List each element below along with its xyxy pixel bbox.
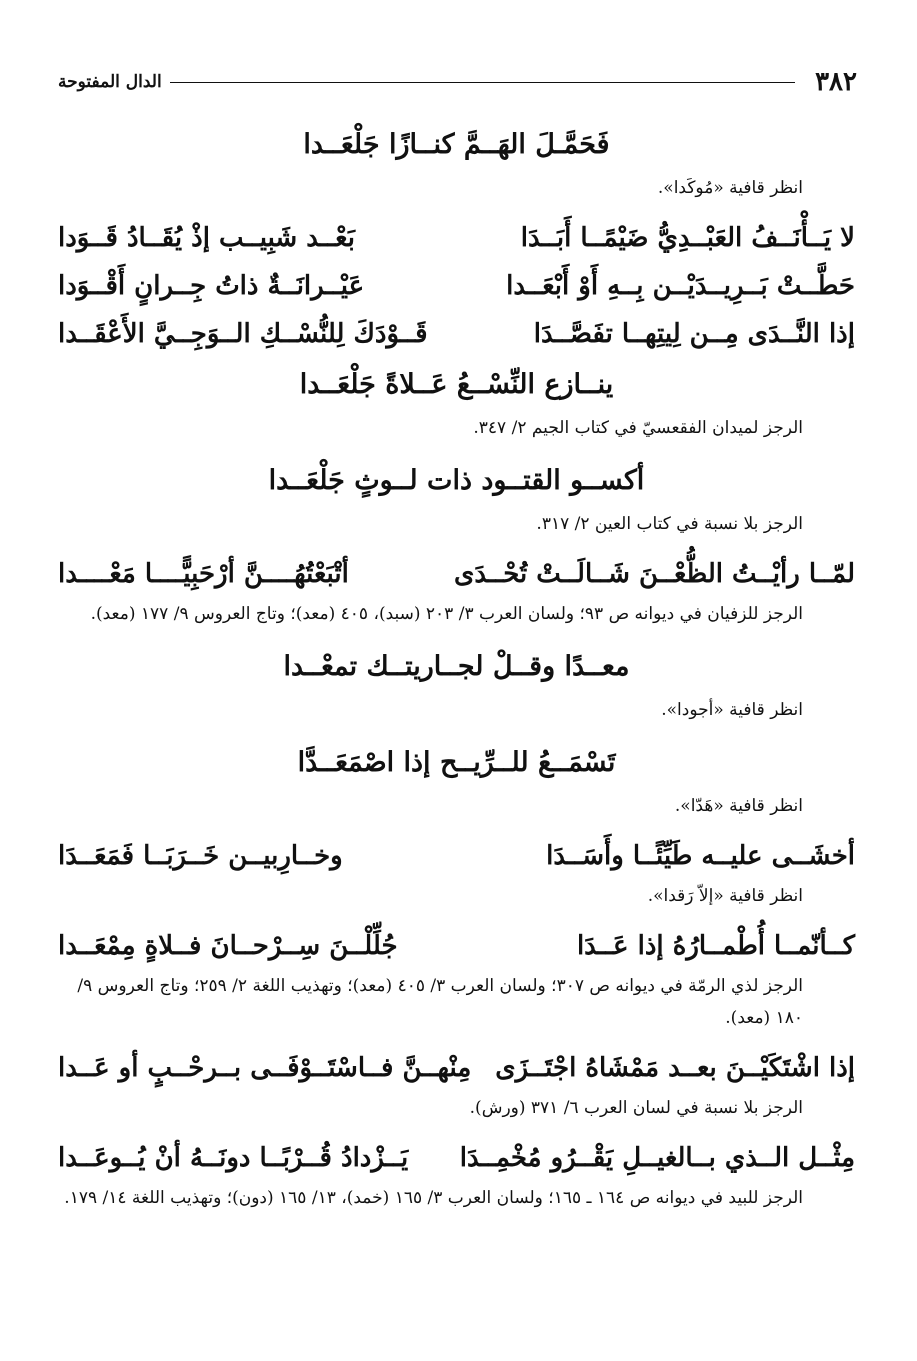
first-hemistich: إذا النَّــدَى مِــن لِيتِهــا تفَصَّــدَا bbox=[533, 319, 855, 349]
spacer bbox=[58, 1214, 855, 1224]
second-hemistich: مِنْهــنَّ فــاسْتَــوْفَــى بــرحْــبٍ أو عَــدا bbox=[58, 1053, 472, 1083]
first-hemistich: كــأنّمــا أُطْمــارُهُ إذا عَــدَا bbox=[576, 931, 855, 961]
first-hemistich: حَطَّــتْ بَــرِيــدَيْــن بِــهِ أَوْ أَبْعَــدا bbox=[506, 271, 855, 301]
spacer bbox=[58, 540, 855, 550]
spacer bbox=[58, 204, 855, 214]
spacer bbox=[58, 726, 855, 736]
first-hemistich: أخشَــى عليــه طَيِّئًــا وأَسَــدَا bbox=[546, 841, 855, 871]
source-note: الرجز لميدان الفقعسيّ في كتاب الجيم ٢/ ٣٤٧. bbox=[473, 418, 803, 438]
centered-verse: تَسْمَــعُ للــرِّيــح إذا اصْمَعَــدَّا bbox=[297, 747, 616, 778]
centered-verse: معــدًا وقــلْ لجــاريتــك تمعْــدا bbox=[283, 651, 630, 682]
verse-couplet bbox=[58, 922, 855, 970]
source-note: الرجز لذي الرمّة في ديوانه ص ٣٠٧؛ ولسان العرب ٣/ ٤٠٥ (معد)؛ وتهذيب اللغة ٢/ ٢٥٩؛ وتاج العروس ٩/ ١٨٠ (معد). bbox=[77, 976, 803, 1028]
first-hemistich: مِثْــل الــذي بــالغيــلِ يَقْــرُو مُخْمِــدَا bbox=[459, 1143, 855, 1173]
spacer bbox=[58, 1124, 855, 1134]
verse-couplet bbox=[58, 1134, 855, 1182]
verse-couplet bbox=[58, 262, 855, 310]
centered-verse: أكســو القتــود ذات لــوثٍ جَلْعَــدا bbox=[268, 465, 645, 496]
source-note: الرجز للزفيان في ديوانه ص ٩٣؛ ولسان العرب ٣/ ٢٠٣ (سبد)، ٤٠٥ (معد)؛ وتاج العروس ٩/ ١٧٧ (معد). bbox=[90, 604, 803, 624]
spacer bbox=[58, 630, 855, 640]
spacer bbox=[58, 822, 855, 832]
second-hemistich: يَــزْدادُ قُــرْبًــا دونَــهُ أنْ يُــوعَــدا bbox=[58, 1143, 409, 1173]
source-note: الرجز بلا نسبة في لسان العرب ٦/ ٣٧١ (ورش). bbox=[469, 1098, 803, 1118]
verse-couplet bbox=[58, 310, 855, 358]
first-hemistich: إذا اشْتَكَيْــنَ بعــد مَمْشَاهُ اجْتَــزَى bbox=[495, 1053, 855, 1083]
second-hemistich: أتْبَعْتُهُــــنَّ أرْحَبِيًّــــا مَعْــــدا bbox=[58, 559, 349, 589]
source-note: انظر قافية «أجودا». bbox=[661, 700, 803, 720]
verse-couplet bbox=[58, 214, 855, 262]
source-note: انظر قافية «إلاّ رَقدا». bbox=[647, 886, 803, 906]
page-header bbox=[58, 62, 857, 102]
page-number: ٣٨٢ bbox=[815, 67, 857, 97]
source-note: الرجز للبيد في ديوانه ص ١٦٤ ـ ١٦٥؛ ولسان العرب ٣/ ١٦٥ (خمد)، ١٣/ ١٦٥ (دون)؛ وتهذيب اللغة ١٤/ ١٧٩. bbox=[64, 1188, 803, 1208]
source-note: انظر قافية «مُوكَدا». bbox=[657, 178, 803, 198]
second-hemistich: عَيْــرانَــةٌ ذاتُ جِــرانٍ أَقْــوَدا bbox=[58, 271, 365, 301]
spacer bbox=[58, 912, 855, 922]
verse-couplet bbox=[58, 1044, 855, 1092]
second-hemistich: بَعْــد شَبِيــب إذْ يُقَــادُ قَــوَدا bbox=[58, 223, 355, 253]
running-title: الدال المفتوحة bbox=[58, 72, 162, 92]
first-hemistich: لمّــا رأيْــتُ الظُّعْــنَ شَــالَــتْ تُحْــدَى bbox=[453, 559, 855, 589]
second-hemistich: جُلِّلْــنَ سِــرْحــانَ فــلاةٍ مِمْعَــدا bbox=[58, 931, 398, 961]
spacer bbox=[58, 1034, 855, 1044]
spacer bbox=[58, 444, 855, 454]
first-hemistich: لا يَــأْنَــفُ العَبْــدِيُّ ضَيْمًــا أَبَــدَا bbox=[520, 223, 855, 253]
page-body bbox=[58, 118, 855, 1224]
second-hemistich: وخــارِبيــن خَــرَبَــا فَمَعَــدَا bbox=[58, 841, 343, 871]
source-note: الرجز بلا نسبة في كتاب العين ٢/ ٣١٧. bbox=[536, 514, 803, 534]
second-hemistich: قَــوْدَكَ لِلنُّسْــكِ الــوَجِــيَّ الأَعْقَــدا bbox=[58, 319, 428, 349]
centered-verse: فَحَمَّـلَ الهَــمَّ كنــازًا جَلْعَــدا bbox=[303, 129, 610, 160]
source-note: انظر قافية «هَدّا». bbox=[674, 796, 803, 816]
verse-couplet bbox=[58, 832, 855, 880]
centered-verse: ينــازع النِّسْــعُ عَــلاةً جَلْعَــدا bbox=[299, 369, 614, 400]
header-rule bbox=[170, 82, 795, 83]
verse-couplet bbox=[58, 550, 855, 598]
